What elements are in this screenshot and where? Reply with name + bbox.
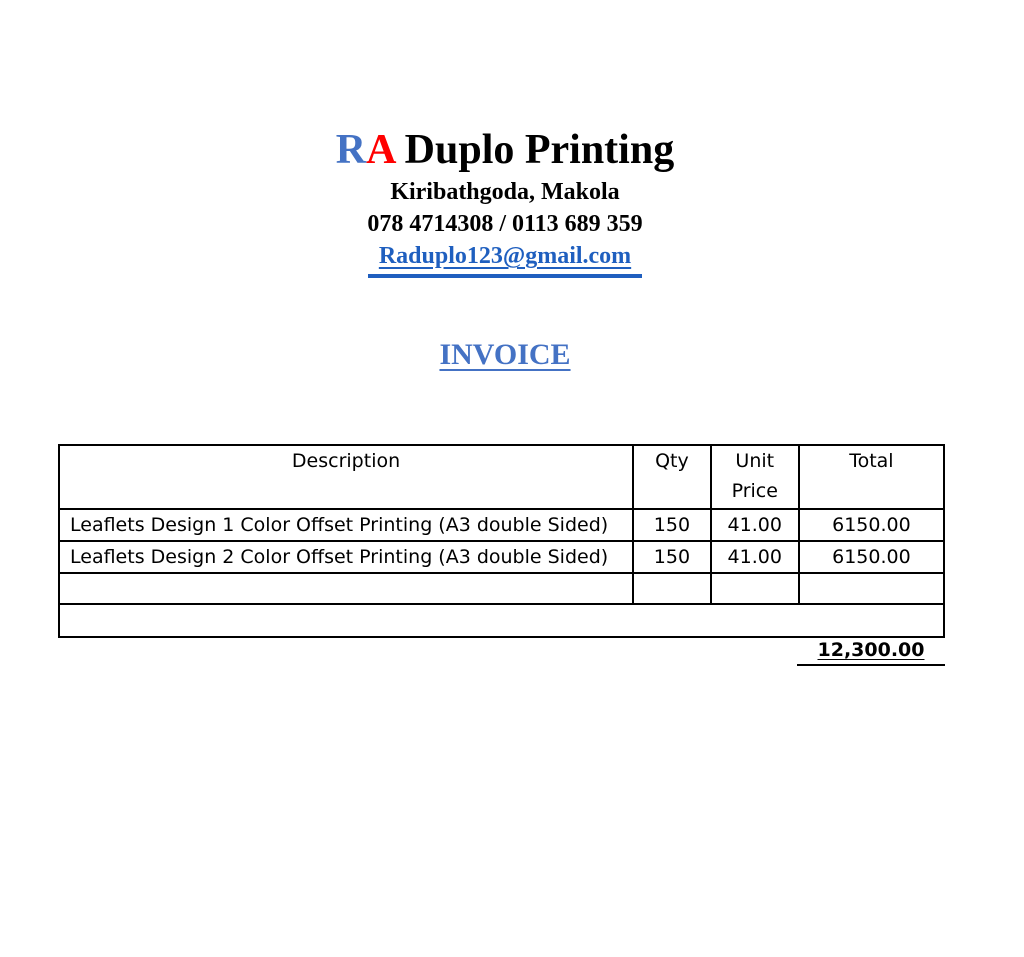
header-unit-price-line2: Price — [731, 480, 778, 502]
empty-merged-cell — [59, 604, 944, 637]
grand-total — [797, 636, 945, 664]
header-description: Description — [59, 445, 633, 509]
company-name-rest: Duplo Printing — [394, 127, 675, 173]
header-total: Total — [799, 445, 944, 509]
company-name-letter-r: R — [335, 127, 367, 173]
email-underline-rule — [368, 274, 642, 278]
item-total: 6150.00 — [799, 541, 944, 573]
company-email-link[interactable]: Raduplo123@gmail.com — [378, 243, 632, 269]
letterhead — [0, 124, 1010, 278]
company-name-letter-a: A — [366, 127, 395, 173]
empty-cell — [633, 573, 711, 604]
company-phone: 078 4714308 / 0113 689 359 — [367, 211, 643, 237]
company-address: Kiribathgoda, Makola — [390, 179, 620, 205]
empty-cell — [59, 573, 633, 604]
item-qty: 150 — [633, 509, 711, 541]
table-row — [59, 509, 944, 541]
empty-table-row — [59, 573, 944, 604]
item-description: Leaflets Design 1 Color Offset Printing (A3 double Sided) — [59, 509, 633, 541]
item-description: Leaflets Design 2 Color Offset Printing (A3 double Sided) — [59, 541, 633, 573]
grand-total-value: 12,300.00 — [817, 639, 925, 661]
empty-cell — [711, 573, 799, 604]
item-total: 6150.00 — [799, 509, 944, 541]
company-email-line — [0, 240, 1010, 278]
item-unit-price: 41.00 — [711, 509, 799, 541]
invoice-table-header-row — [59, 445, 944, 509]
grand-total-underline-rule — [797, 664, 945, 666]
header-unit-price-line1: Unit — [735, 450, 775, 472]
company-name — [0, 124, 1010, 176]
table-row — [59, 541, 944, 573]
invoice-title: INVOICE — [439, 338, 571, 371]
item-qty: 150 — [633, 541, 711, 573]
header-qty: Qty — [633, 445, 711, 509]
header-unit-price — [711, 445, 799, 509]
item-unit-price: 41.00 — [711, 541, 799, 573]
empty-cell — [799, 573, 944, 604]
invoice-table — [58, 444, 945, 638]
empty-table-row — [59, 604, 944, 637]
